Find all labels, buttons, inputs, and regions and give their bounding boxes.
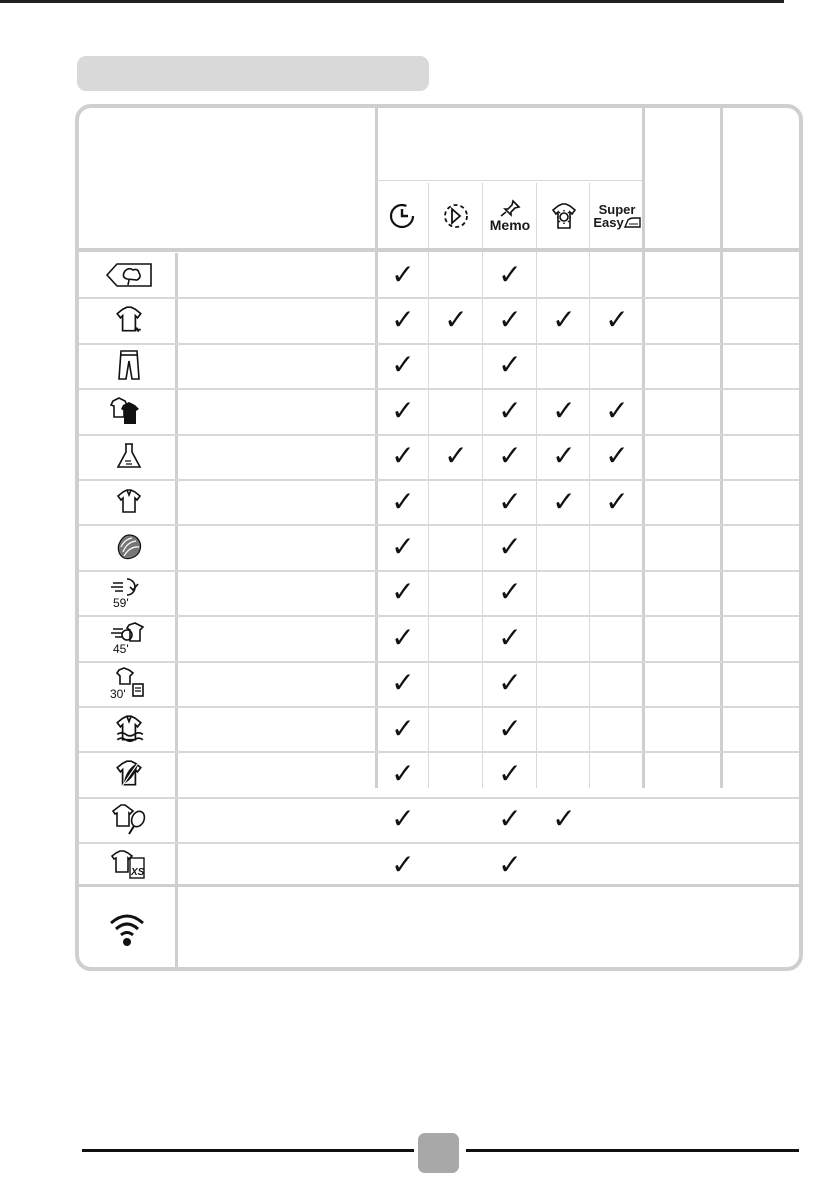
eco-cotton-tag-icon <box>79 252 179 297</box>
check-mark: ✓ <box>391 802 415 836</box>
svg-text:30': 30' <box>110 687 126 701</box>
memo-pin-icon <box>484 186 536 246</box>
check-mark: ✓ <box>391 393 415 427</box>
delicate-feather-icon <box>79 751 179 796</box>
mixed-colours-icon <box>79 388 179 433</box>
baby-xs-icon <box>79 842 179 887</box>
hygiene-flask-icon <box>79 434 179 479</box>
check-mark: ✓ <box>391 620 415 654</box>
check-mark: ✓ <box>605 302 629 336</box>
super-label: Super <box>598 202 636 217</box>
check-mark: ✓ <box>605 439 629 473</box>
check-mark: ✓ <box>498 529 522 563</box>
rapid-45-icon <box>79 615 179 660</box>
check-mark: ✓ <box>444 302 468 336</box>
check-mark: ✓ <box>498 484 522 518</box>
check-mark: ✓ <box>391 575 415 609</box>
svg-text:59': 59' <box>113 596 129 610</box>
wifi-icon <box>79 887 175 971</box>
svg-text:45': 45' <box>113 641 129 655</box>
check-mark: ✓ <box>391 348 415 382</box>
clock-timer-icon <box>376 186 428 246</box>
top-rule <box>0 0 784 3</box>
check-mark: ✓ <box>498 711 522 745</box>
sun-shirt-icon <box>538 186 590 246</box>
check-mark: ✓ <box>391 257 415 291</box>
super-easy-iron-icon <box>591 186 643 246</box>
rapid-30-icon <box>79 661 179 706</box>
shirt-icon <box>79 479 179 524</box>
check-mark: ✓ <box>391 756 415 790</box>
check-mark: ✓ <box>498 439 522 473</box>
check-mark: ✓ <box>391 302 415 336</box>
svg-text:XS: XS <box>131 866 145 878</box>
check-mark: ✓ <box>552 393 576 427</box>
check-mark: ✓ <box>552 439 576 473</box>
check-mark: ✓ <box>391 847 415 881</box>
check-mark: ✓ <box>391 666 415 700</box>
check-mark: ✓ <box>605 484 629 518</box>
check-mark: ✓ <box>552 484 576 518</box>
jeans-icon <box>79 343 179 388</box>
check-mark: ✓ <box>498 620 522 654</box>
check-mark: ✓ <box>391 529 415 563</box>
iron-icon <box>624 217 641 228</box>
shirt-stain-icon <box>79 297 179 342</box>
check-mark: ✓ <box>498 302 522 336</box>
quick-wash-icon <box>430 186 482 246</box>
page-number-box <box>418 1133 459 1173</box>
check-mark: ✓ <box>498 666 522 700</box>
check-mark: ✓ <box>498 802 522 836</box>
sport-racket-icon <box>79 797 179 842</box>
synthetic-shirt-icon <box>79 706 179 751</box>
check-mark: ✓ <box>605 393 629 427</box>
check-mark: ✓ <box>444 439 468 473</box>
check-mark: ✓ <box>391 484 415 518</box>
footer-rule-left <box>82 1149 414 1152</box>
rapid-59-icon <box>79 570 179 615</box>
check-mark: ✓ <box>498 575 522 609</box>
check-mark: ✓ <box>391 439 415 473</box>
check-mark: ✓ <box>552 802 576 836</box>
check-mark: ✓ <box>391 711 415 745</box>
wool-icon <box>79 524 179 569</box>
check-mark: ✓ <box>498 257 522 291</box>
section-title-bar <box>77 56 429 91</box>
footer-rule-right <box>466 1149 799 1152</box>
check-mark: ✓ <box>498 756 522 790</box>
program-options-table <box>75 104 803 971</box>
memo-label: Memo <box>489 217 531 233</box>
check-mark: ✓ <box>498 847 522 881</box>
easy-label: Easy <box>593 215 624 230</box>
check-mark: ✓ <box>498 393 522 427</box>
check-mark: ✓ <box>552 302 576 336</box>
check-mark: ✓ <box>498 348 522 382</box>
